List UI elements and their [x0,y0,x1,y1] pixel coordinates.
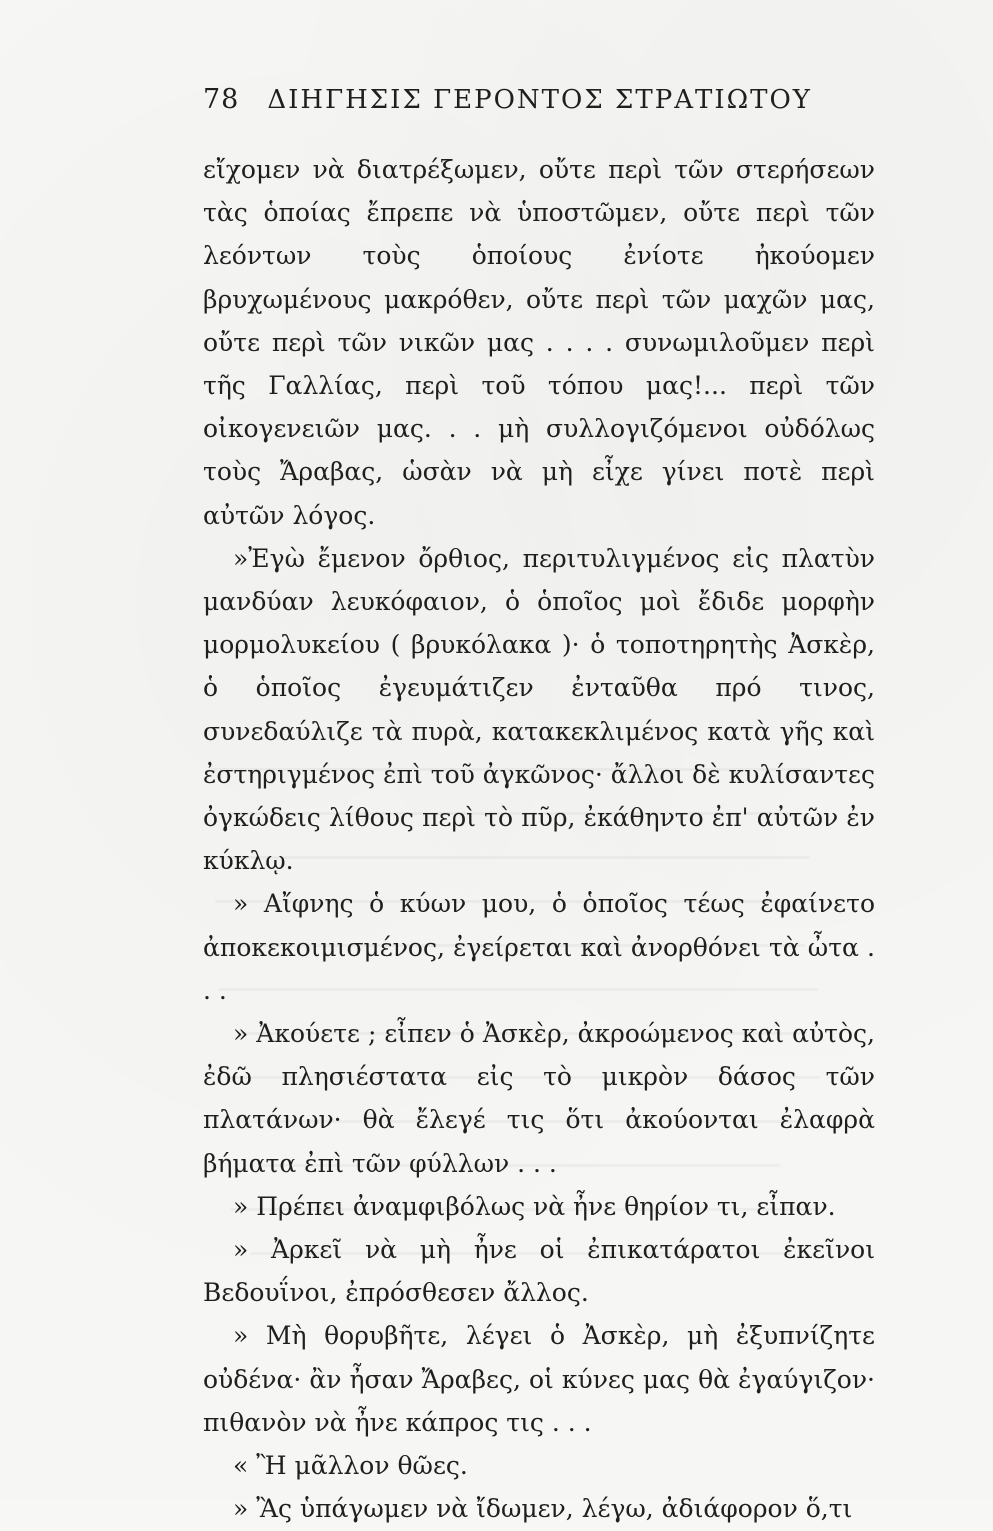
running-head: ΔΙΗΓΗΣΙΣ ΓΕΡΟΝΤΟΣ ΣΤΡΑΤΙΩΤΟΥ [267,85,812,115]
paragraph-5: » Πρέπει ἀναμφιβόλως νὰ ἦνε θηρίον τι, εἶπαν. [233,1191,836,1221]
paragraph-6: » Ἀρκεῖ νὰ μὴ ἦνε οἱ ἐπικατάρατοι ἐκεῖνοι Βεδουΐνοι, ἐπρόσθεσεν ἄλλος. [203,1235,875,1308]
paragraph-1: εἴχομεν νὰ διατρέξωμεν, οὔτε περὶ τῶν στερήσεων τὰς ὁποίας ἔπρεπε νὰ ὑποστῶμεν, οὔτε περὶ τῶν λεόντων τοὺς ὁποίους ἐνίοτε ἠκούομεν βρυχωμένους μακρόθεν, οὔτε περὶ τῶν μαχῶν μας, οὔτε περὶ τῶν νικῶν μας . . . . συνωμιλοῦμεν περὶ τῆς Γαλλίας, περὶ τοῦ τόπου μας!... περὶ τῶν οἰκογενειῶν μας. . . μὴ συλλογιζόμενοι οὐδόλως τοὺς Ἄραβας, ὡσὰν νὰ μὴ εἶχε γίνει ποτὲ περὶ αὐτῶν λόγος. [203,155,875,530]
page-number: 78 [203,84,240,115]
body-text [203,148,875,1531]
paragraph-8: « Ἢ μᾶλλον θῶες. [233,1451,468,1481]
paragraph-3: » Αἴφνης ὁ κύων μου, ὁ ὁποῖος τέως ἐφαίνετο ἀποκεκοιμισμένος, ἐγείρεται καὶ ἀνορθόνει τὰ ὦτα . . . [203,889,875,1005]
page-header [203,84,828,128]
paragraph-7: » Μὴ θορυβῆτε, λέγει ὁ Ἀσκὲρ, μὴ ἐξυπνίζητε οὐδένα· ἂν ἦσαν Ἄραβες, οἱ κύνες μας θὰ ἐγαύγιζον· πιθανὸν νὰ ἦνε κάπρος τις . . . [203,1321,875,1437]
paragraph-2: »Ἐγὼ ἔμενον ὄρθιος, περιτυλιγμένος εἰς πλατὺν μανδύαν λευκόφαιον, ὁ ὁποῖος μοὶ ἔδιδε μορφὴν μορμολυκείου ( βρυκόλακα )· ὁ τοποτηρητὴς Ἀσκὲρ, ὁ ὁποῖος ἐγευμάτιζεν ἐνταῦθα πρό τινος, συνεδαύλιζε τὰ πυρὰ, κατακεκλιμένος κατὰ γῆς καὶ ἐστηριγμένος ἐπὶ τοῦ ἀγκῶνος· ἄλλοι δὲ κυλίσαντες ὀγκώδεις λίθους περὶ τὸ πῦρ, ἐκάθηντο ἐπ' αὐτῶν ἐν κύκλῳ. [203,543,875,876]
paragraph-9: » Ἂς ὑπάγωμεν νὰ ἴδωμεν, λέγω, ἀδιάφορον ὅ,τι [233,1494,853,1524]
paragraph-4: » Ἀκούετε ; εἶπεν ὁ Ἀσκὲρ, ἀκροώμενος καὶ αὐτὸς, ἐδῶ πλησιέστατα εἰς τὸ μικρὸν δάσος τῶν πλατάνων· θὰ ἔλεγέ τις ὅτι ἀκούονται ἐλαφρὰ βήματα ἐπὶ τῶν φύλλων . . . [203,1019,875,1178]
